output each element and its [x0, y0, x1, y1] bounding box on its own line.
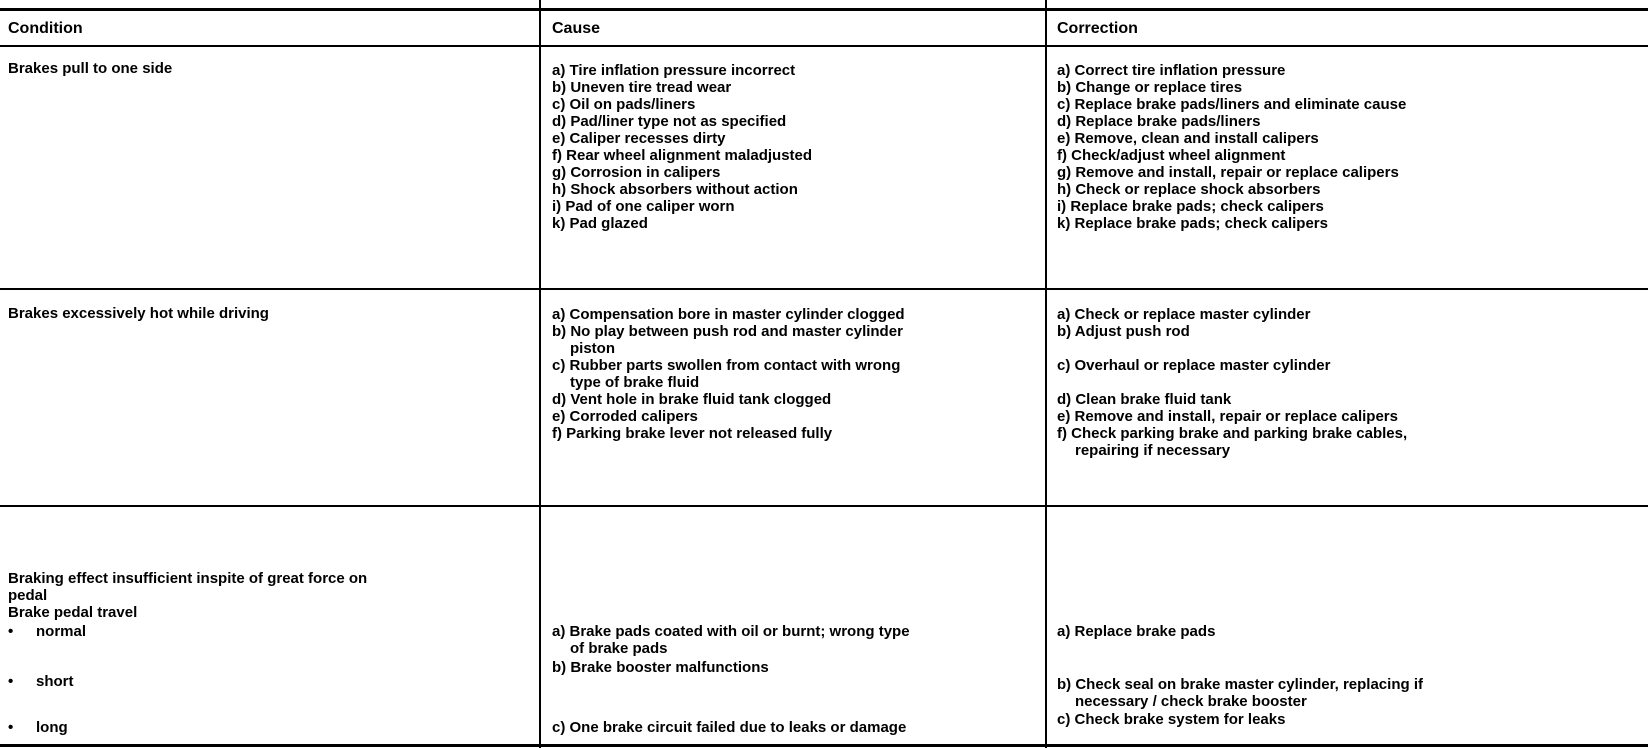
correction-item: d) Replace brake pads/liners — [1057, 113, 1261, 130]
row-3-cause-c — [552, 719, 906, 736]
cause-item: g) Corrosion in calipers — [552, 164, 721, 181]
condition-text: Brakes pull to one side — [8, 60, 173, 77]
correction-item: f) Check parking brake and parking brake cables, — [1057, 425, 1408, 442]
row-3-correction-b — [1057, 676, 1423, 710]
row-divider — [0, 288, 1648, 290]
cause-item: a) Compensation bore in master cylinder clogged — [552, 306, 905, 323]
correction-item: a) Correct tire inflation pressure — [1057, 62, 1286, 79]
row-2-cause — [552, 306, 905, 442]
condition-text: Braking effect insufficient inspite of great force on — [8, 570, 368, 587]
cause-item: h) Shock absorbers without action — [552, 181, 798, 198]
condition-text: Brakes excessively hot while driving — [8, 305, 269, 322]
correction-item: c) Check brake system for leaks — [1057, 711, 1286, 728]
table-top-rule — [0, 8, 1648, 11]
bullet-label: short — [36, 673, 74, 690]
correction-item: b) Adjust push rod — [1057, 323, 1190, 340]
correction-spacer — [1057, 340, 1407, 357]
cause-item: f) Parking brake lever not released fully — [552, 425, 833, 442]
bullet-long — [8, 719, 68, 736]
header-correction: Correction — [1057, 20, 1138, 37]
condition-text: pedal — [8, 587, 48, 604]
cause-item-continued: piston — [570, 340, 615, 357]
cause-item: e) Caliper recesses dirty — [552, 130, 726, 147]
correction-item: c) Overhaul or replace master cylinder — [1057, 357, 1331, 374]
correction-item: b) Change or replace tires — [1057, 79, 1243, 96]
cause-item: d) Pad/liner type not as specified — [552, 113, 787, 130]
correction-item-continued: repairing if necessary — [1075, 442, 1231, 459]
column-divider — [539, 0, 541, 748]
cause-item-continued: type of brake fluid — [570, 374, 700, 391]
bullet-short — [8, 673, 74, 690]
header-cause: Cause — [552, 20, 601, 37]
correction-item: d) Clean brake fluid tank — [1057, 391, 1232, 408]
correction-item: c) Replace brake pads/liners and eliminate cause — [1057, 96, 1407, 113]
bullet-label: long — [36, 719, 68, 736]
bullet-dot: • — [8, 719, 14, 736]
table-bottom-rule — [0, 744, 1648, 747]
correction-item: e) Remove and install, repair or replace calipers — [1057, 408, 1398, 425]
correction-item: b) Check seal on brake master cylinder, replacing if — [1057, 676, 1423, 693]
correction-item: h) Check or replace shock absorbers — [1057, 181, 1321, 198]
bullet-dot: • — [8, 673, 14, 690]
correction-spacer — [1057, 374, 1407, 391]
bullet-dot: • — [8, 623, 14, 640]
row-1-condition — [8, 60, 172, 77]
row-3-condition — [8, 570, 367, 621]
cause-item: a) Tire inflation pressure incorrect — [552, 62, 796, 79]
cause-item: b) Brake booster malfunctions — [552, 659, 769, 676]
cause-item-continued: of brake pads — [570, 640, 668, 657]
row-3-cause-b — [552, 659, 769, 676]
header-condition: Condition — [8, 20, 83, 37]
row-divider — [0, 505, 1648, 507]
row-1-correction — [1057, 62, 1406, 232]
row-3-cause-a — [552, 623, 910, 657]
cause-item: b) No play between push rod and master cylinder — [552, 323, 903, 340]
cause-item: f) Rear wheel alignment maladjusted — [552, 147, 813, 164]
row-3-correction-a — [1057, 623, 1215, 640]
cause-item: a) Brake pads coated with oil or burnt; wrong type — [552, 623, 910, 640]
cause-item: d) Vent hole in brake fluid tank clogged — [552, 391, 832, 408]
row-3-correction-c — [1057, 711, 1285, 728]
bullet-label: normal — [36, 623, 87, 640]
header-rule — [0, 45, 1648, 47]
bullet-normal — [8, 623, 86, 640]
cause-item: e) Corroded calipers — [552, 408, 698, 425]
cause-item: k) Pad glazed — [552, 215, 648, 232]
cause-item: c) One brake circuit failed due to leaks or damage — [552, 719, 907, 736]
cause-item: c) Rubber parts swollen from contact with wrong — [552, 357, 901, 374]
row-1-cause — [552, 62, 812, 232]
condition-text: Brake pedal travel — [8, 604, 138, 621]
cause-item: c) Oil on pads/liners — [552, 96, 696, 113]
correction-item: k) Replace brake pads; check calipers — [1057, 215, 1328, 232]
cause-item: i) Pad of one caliper worn — [552, 198, 735, 215]
correction-item-continued: necessary / check brake booster — [1075, 693, 1307, 710]
correction-item: a) Replace brake pads — [1057, 623, 1216, 640]
correction-item: f) Check/adjust wheel alignment — [1057, 147, 1286, 164]
cause-item: b) Uneven tire tread wear — [552, 79, 732, 96]
row-2-correction — [1057, 306, 1407, 459]
correction-item: a) Check or replace master cylinder — [1057, 306, 1311, 323]
correction-item: g) Remove and install, repair or replace calipers — [1057, 164, 1399, 181]
column-divider — [1045, 0, 1047, 748]
correction-item: i) Replace brake pads; check calipers — [1057, 198, 1324, 215]
correction-item: e) Remove, clean and install calipers — [1057, 130, 1319, 147]
row-2-condition — [8, 305, 269, 322]
